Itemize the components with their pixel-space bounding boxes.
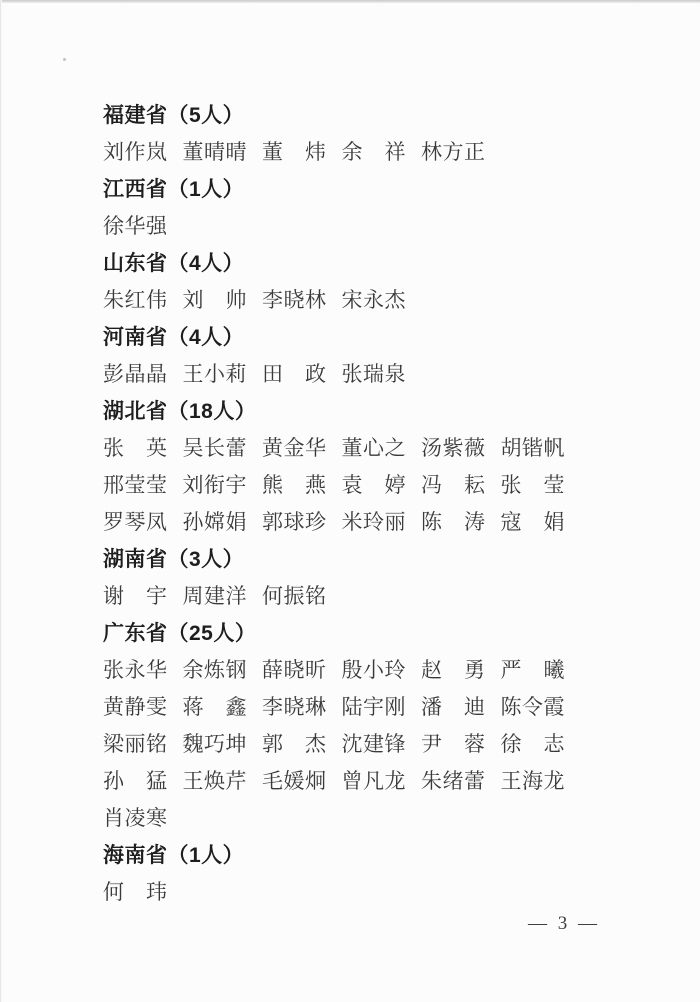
name-row [103, 502, 680, 539]
person-name: 徐华强 [103, 213, 168, 238]
person-name: 张瑞泉 [341, 361, 406, 386]
name-row [103, 650, 680, 687]
person-name: 毛媛炯 [262, 768, 327, 793]
name-row [103, 687, 680, 724]
person-name: 沈建锋 [341, 731, 406, 756]
person-name: 寇 娟 [500, 509, 565, 534]
person-name: 尹 蓉 [421, 731, 486, 756]
name-row [103, 872, 680, 909]
province-heading-guangdong: 广东省（25人） [103, 621, 257, 645]
person-name: 张 英 [103, 435, 168, 460]
person-name: 邢莹莹 [103, 472, 168, 497]
person-name: 陈 涛 [421, 509, 486, 534]
person-name: 朱绪蕾 [421, 768, 486, 793]
person-name: 郭球珍 [262, 509, 327, 534]
scan-edge-left-artifact [0, 0, 2, 1002]
person-name: 米玲丽 [341, 509, 406, 534]
person-name: 蒋 鑫 [182, 694, 247, 719]
person-name: 谢 宇 [103, 583, 168, 608]
person-name: 黄静雯 [103, 694, 168, 719]
person-name: 何 玮 [103, 879, 168, 904]
person-name: 郭 杰 [262, 731, 327, 756]
person-name: 董晴晴 [182, 139, 247, 164]
person-name: 张永华 [103, 657, 168, 682]
person-name: 汤紫薇 [421, 435, 486, 460]
person-name: 熊 燕 [262, 472, 327, 497]
person-name: 周建洋 [182, 583, 247, 608]
province-heading-hubei: 湖北省（18人） [103, 399, 257, 423]
person-name: 王小莉 [182, 361, 247, 386]
name-row [103, 280, 680, 317]
person-name: 吴长蕾 [182, 435, 247, 460]
document-content [103, 95, 680, 909]
name-row [103, 465, 680, 502]
person-name: 朱红伟 [103, 287, 168, 312]
person-name: 陈令霞 [500, 694, 565, 719]
name-row [103, 724, 680, 761]
name-row [103, 206, 680, 243]
person-name: 薛晓昕 [262, 657, 327, 682]
person-name: 刘作岚 [103, 139, 168, 164]
person-name: 罗琴凤 [103, 509, 168, 534]
name-row [103, 761, 680, 798]
person-name: 彭晶晶 [103, 361, 168, 386]
page-number: — 3 — [528, 913, 600, 934]
person-name: 潘 迪 [421, 694, 486, 719]
province-heading-fujian: 福建省（5人） [103, 103, 245, 127]
person-name: 余炼钢 [182, 657, 247, 682]
person-name: 殷小玲 [341, 657, 406, 682]
person-name: 董心之 [341, 435, 406, 460]
person-name: 余 祥 [341, 139, 406, 164]
scan-speckle [63, 58, 66, 61]
person-name: 刘 帅 [182, 287, 247, 312]
person-name: 宋永杰 [341, 287, 406, 312]
province-heading-jiangxi: 江西省（1人） [103, 177, 245, 201]
person-name: 张 莹 [500, 472, 565, 497]
person-name: 孙嫦娟 [182, 509, 247, 534]
province-heading-hainan: 海南省（1人） [103, 843, 245, 867]
person-name: 赵 勇 [421, 657, 486, 682]
person-name: 李晓琳 [262, 694, 327, 719]
person-name: 严 曦 [500, 657, 565, 682]
person-name: 袁 婷 [341, 472, 406, 497]
person-name: 何振铭 [262, 583, 327, 608]
person-name: 冯 耘 [421, 472, 486, 497]
person-name: 刘衔宇 [182, 472, 247, 497]
name-row [103, 428, 680, 465]
person-name: 田 政 [262, 361, 327, 386]
scan-edge-top-artifact [0, 0, 700, 3]
person-name: 胡锴帆 [500, 435, 565, 460]
person-name: 黄金华 [262, 435, 327, 460]
person-name: 董 炜 [262, 139, 327, 164]
name-row [103, 576, 680, 613]
person-name: 曾凡龙 [341, 768, 406, 793]
person-name: 林方正 [421, 139, 486, 164]
province-heading-henan: 河南省（4人） [103, 325, 245, 349]
person-name: 陆宇刚 [341, 694, 406, 719]
name-row [103, 354, 680, 391]
person-name: 李晓林 [262, 287, 327, 312]
person-name: 魏巧坤 [182, 731, 247, 756]
province-heading-shandong: 山东省（4人） [103, 251, 245, 275]
name-row [103, 798, 680, 835]
person-name: 孙 猛 [103, 768, 168, 793]
person-name: 王海龙 [500, 768, 565, 793]
person-name: 梁丽铭 [103, 731, 168, 756]
person-name: 徐 志 [500, 731, 565, 756]
province-heading-hunan: 湖南省（3人） [103, 547, 245, 571]
person-name: 王焕芹 [182, 768, 247, 793]
name-row [103, 132, 680, 169]
person-name: 肖凌寒 [103, 805, 168, 830]
